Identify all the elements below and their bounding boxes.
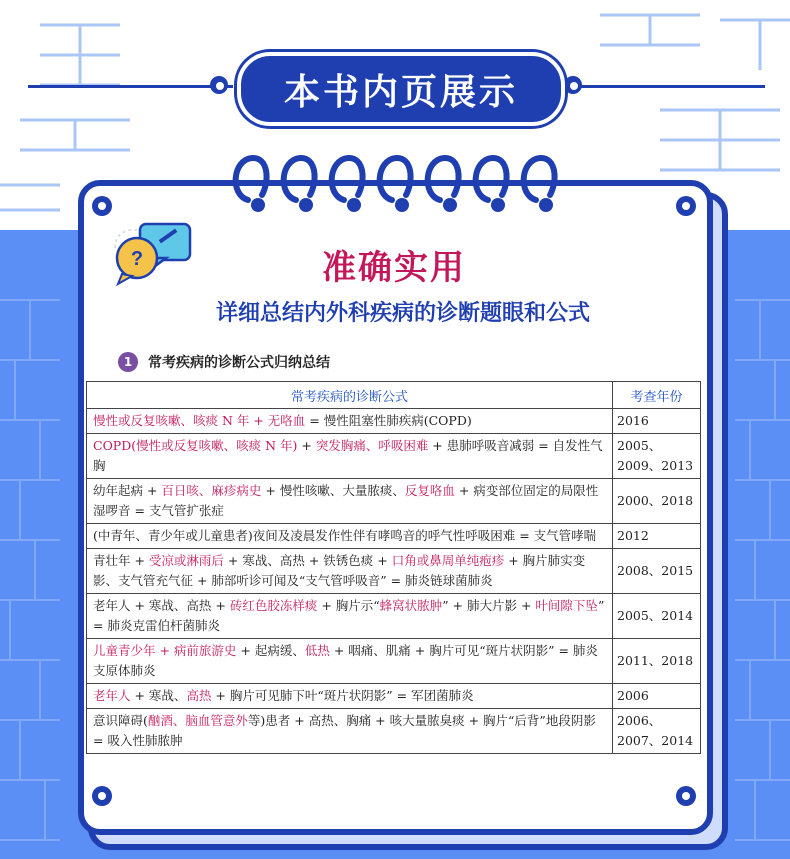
formula-text: 老年人 + 寒战、高热 +: [93, 598, 230, 613]
formula-cell: [87, 524, 613, 549]
formula-text: + 咽痛、肌痛 + 胸片可见“斑片状阴影” = 肺炎支原体肺炎: [93, 643, 598, 678]
card-heading: 准确实用: [322, 248, 466, 288]
year-cell: 2008、2015: [613, 549, 701, 594]
formula-cell: [87, 409, 613, 434]
highlighted-text: 反复咯血: [404, 483, 455, 498]
year-cell: 2000、2018: [613, 479, 701, 524]
table-row: [87, 409, 701, 434]
column-header-formula: 常考疾病的诊断公式: [87, 382, 613, 409]
section-header: [118, 352, 330, 372]
svg-text:?: ?: [130, 248, 144, 270]
formula-text: ” + 肺大片影 +: [442, 598, 536, 613]
highlighted-text: 受凉或淋雨后: [148, 553, 224, 568]
formula-text: + 胸片示“: [317, 598, 380, 613]
formula-cell: [87, 434, 613, 479]
formula-text: +: [297, 438, 316, 453]
formula-text: (中青年、青少年或儿童患者)夜间及凌晨发作性伴有哮鸣音的呼气性呼吸困难 = 支气管哮喘: [93, 528, 597, 543]
column-header-year: 考查年份: [613, 382, 701, 409]
formula-cell: [87, 594, 613, 639]
banner-title: 本书内页展示: [237, 52, 565, 126]
highlighted-text: COPD(慢性或反复咳嗽、咳痰 N 年): [93, 438, 298, 453]
formula-cell: [87, 549, 613, 594]
formula-text: + 胸片肺实变影、支气管充气征 + 肺部听诊可闻及“支气管呼吸音” = 肺炎链球菌肺炎: [93, 553, 586, 588]
highlighted-text: 低热: [304, 643, 330, 658]
chat-bubbles-icon: [110, 218, 210, 293]
table-row: [87, 434, 701, 479]
formula-cell: [87, 479, 613, 524]
section-title: 常考疾病的诊断公式归纳总结: [148, 355, 330, 371]
year-cell: 2016: [613, 409, 701, 434]
formula-text: 幼年起病 +: [93, 483, 162, 498]
year-cell: 2012: [613, 524, 701, 549]
table-row: [87, 479, 701, 524]
formula-text: = 慢性阻塞性肺疾病(COPD): [305, 413, 472, 428]
table-row: [87, 594, 701, 639]
formula-text: + 寒战、: [130, 688, 187, 703]
highlighted-text: 砖红色胶冻样痰: [229, 598, 318, 613]
formula-text: 等)患者 + 高热、胸痛 + 咳大量脓臭痰 + 胸片“后背”地段阴影 = 吸入性肺脓肿: [93, 713, 596, 748]
table-row: [87, 709, 701, 754]
formula-text: + 胸片可见肺下叶“斑片状阴影” = 军团菌肺炎: [211, 688, 474, 703]
highlighted-text: 高热: [186, 688, 212, 703]
highlighted-text: 突发胸痛、呼吸困难: [315, 438, 429, 453]
year-cell: 2005、2014: [613, 594, 701, 639]
highlighted-text: 口角或鼻周单纯疱疹: [391, 553, 505, 568]
highlighted-text: 叶间隙下坠: [535, 598, 598, 613]
highlighted-text: 老年人: [93, 688, 131, 703]
formula-text: + 起病缓、: [236, 643, 305, 658]
year-cell: 2005、2009、2013: [613, 434, 701, 479]
year-cell: 2011、2018: [613, 639, 701, 684]
formula-text: 青壮年 +: [93, 553, 149, 568]
card-subheading: 详细总结内外科疾病的诊断题眼和公式: [215, 301, 590, 326]
formula-cell: [87, 684, 613, 709]
table-header-row: [87, 382, 701, 409]
formula-cell: [87, 709, 613, 754]
diagnosis-table: [86, 381, 701, 754]
formula-cell: [87, 639, 613, 684]
highlighted-text: 儿童青少年 + 病前旅游史: [93, 643, 237, 658]
year-cell: 2006: [613, 684, 701, 709]
highlighted-text: 慢性或反复咳嗽、咳痰 N 年 + 无咯血: [93, 413, 306, 428]
formula-text: 意识障碍(: [93, 713, 148, 728]
formula-text: + 寒战、高热 + 铁锈色痰 +: [223, 553, 392, 568]
highlighted-text: 酗酒、脑血管意外: [147, 713, 248, 728]
table-row: [87, 549, 701, 594]
table-row: [87, 639, 701, 684]
table-row: [87, 684, 701, 709]
formula-text: ” = 肺炎克雷伯杆菌肺炎: [93, 598, 605, 633]
highlighted-text: 蜂窝状脓肿: [379, 598, 443, 613]
formula-text: + 慢性咳嗽、大量脓痰、: [261, 483, 405, 498]
section-number-badge: 1: [118, 352, 138, 372]
formula-text: + 患肺呼吸音减弱 = 自发性气胸: [93, 438, 603, 473]
highlighted-text: 百日咳、麻疹病史: [161, 483, 262, 498]
formula-text: + 病变部位固定的局限性湿啰音 = 支气管扩张症: [93, 483, 599, 518]
table-row: [87, 524, 701, 549]
year-cell: 2006、2007、2014: [613, 709, 701, 754]
